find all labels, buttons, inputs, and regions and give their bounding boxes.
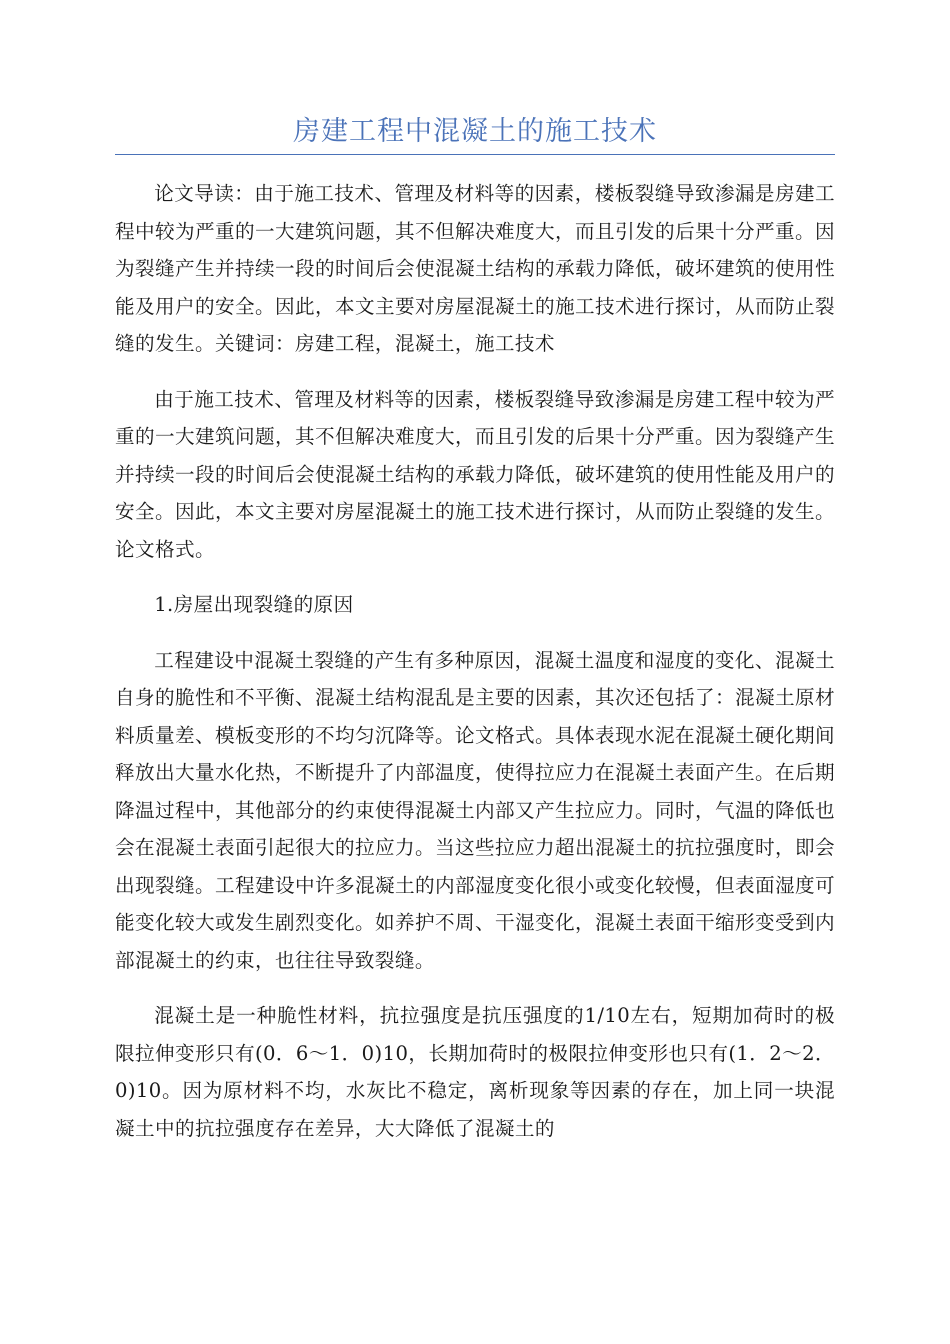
document-title: 房建工程中混凝土的施工技术 [293,116,657,147]
abstract-paragraph: 论文导读：由于施工技术、管理及材料等的因素，楼板裂缝导致渗漏是房建工程中较为严重的一大建筑问题，其不但解决难度大，而且引发的后果十分严重。因为裂缝产生并持续一段的时间后会使混凝土结构的承载力降低，破坏建筑的使用性能及用户的安全。因此，本文主要对房屋混凝土的施工技术进行探讨，从而防止裂缝的发生。关键词：房建工程，混凝土，施工技术 [115,182,835,355]
body-paragraph: 混凝土是一种脆性材料，抗拉强度是抗压强度的1/10左右，短期加荷时的极限拉伸变形只有(0．6～1．0)10，长期加荷时的极限拉伸变形也只有(1．2～2．0)10。因为原材料不均，水灰比不稳定，离析现象等因素的存在，加上同一块混凝土中的抗拉强度存在差异，大大降低了混凝土的 [115,1004,835,1140]
intro-paragraph: 由于施工技术、管理及材料等的因素，楼板裂缝导致渗漏是房建工程中较为严重的一大建筑问题，其不但解决难度大，而且引发的后果十分严重。因为裂缝产生并持续一段的时间后会使混凝土结构的承载力降低，破坏建筑的使用性能及用户的安全。因此，本文主要对房屋混凝土的施工技术进行探讨，从而防止裂缝的发生。论文格式。 [115,387,835,561]
body-paragraph: 工程建设中混凝土裂缝的产生有多种原因，混凝土温度和湿度的变化、混凝土自身的脆性和不平衡、混凝土结构混乱是主要的因素，其次还包括了：混凝土原材料质量差、模板变形的不均匀沉降等。论文格式。具体表现水泥在混凝土硬化期间释放出大量水化热，不断提升了内部温度，使得拉应力在混凝土表面产生。在后期降温过程中，其他部分的约束使得混凝土内部又产生拉应力。同时，气温的降低也会在混凝土表面引起很大的拉应力。当这些拉应力超出混凝土的抗拉强度时，即会出现裂缝。工程建设中许多混凝土的内部湿度变化很小或变化较慢，但表面湿度可能变化较大或发生剧烈变化。如养护不周、干湿变化，混凝土表面干缩形变受到内部混凝土的约束，也往往导致裂缝。 [115,648,835,972]
document-body [115,175,835,1165]
title-underline [115,154,835,155]
section-heading: 1.房屋出现裂缝的原因 [154,593,354,616]
